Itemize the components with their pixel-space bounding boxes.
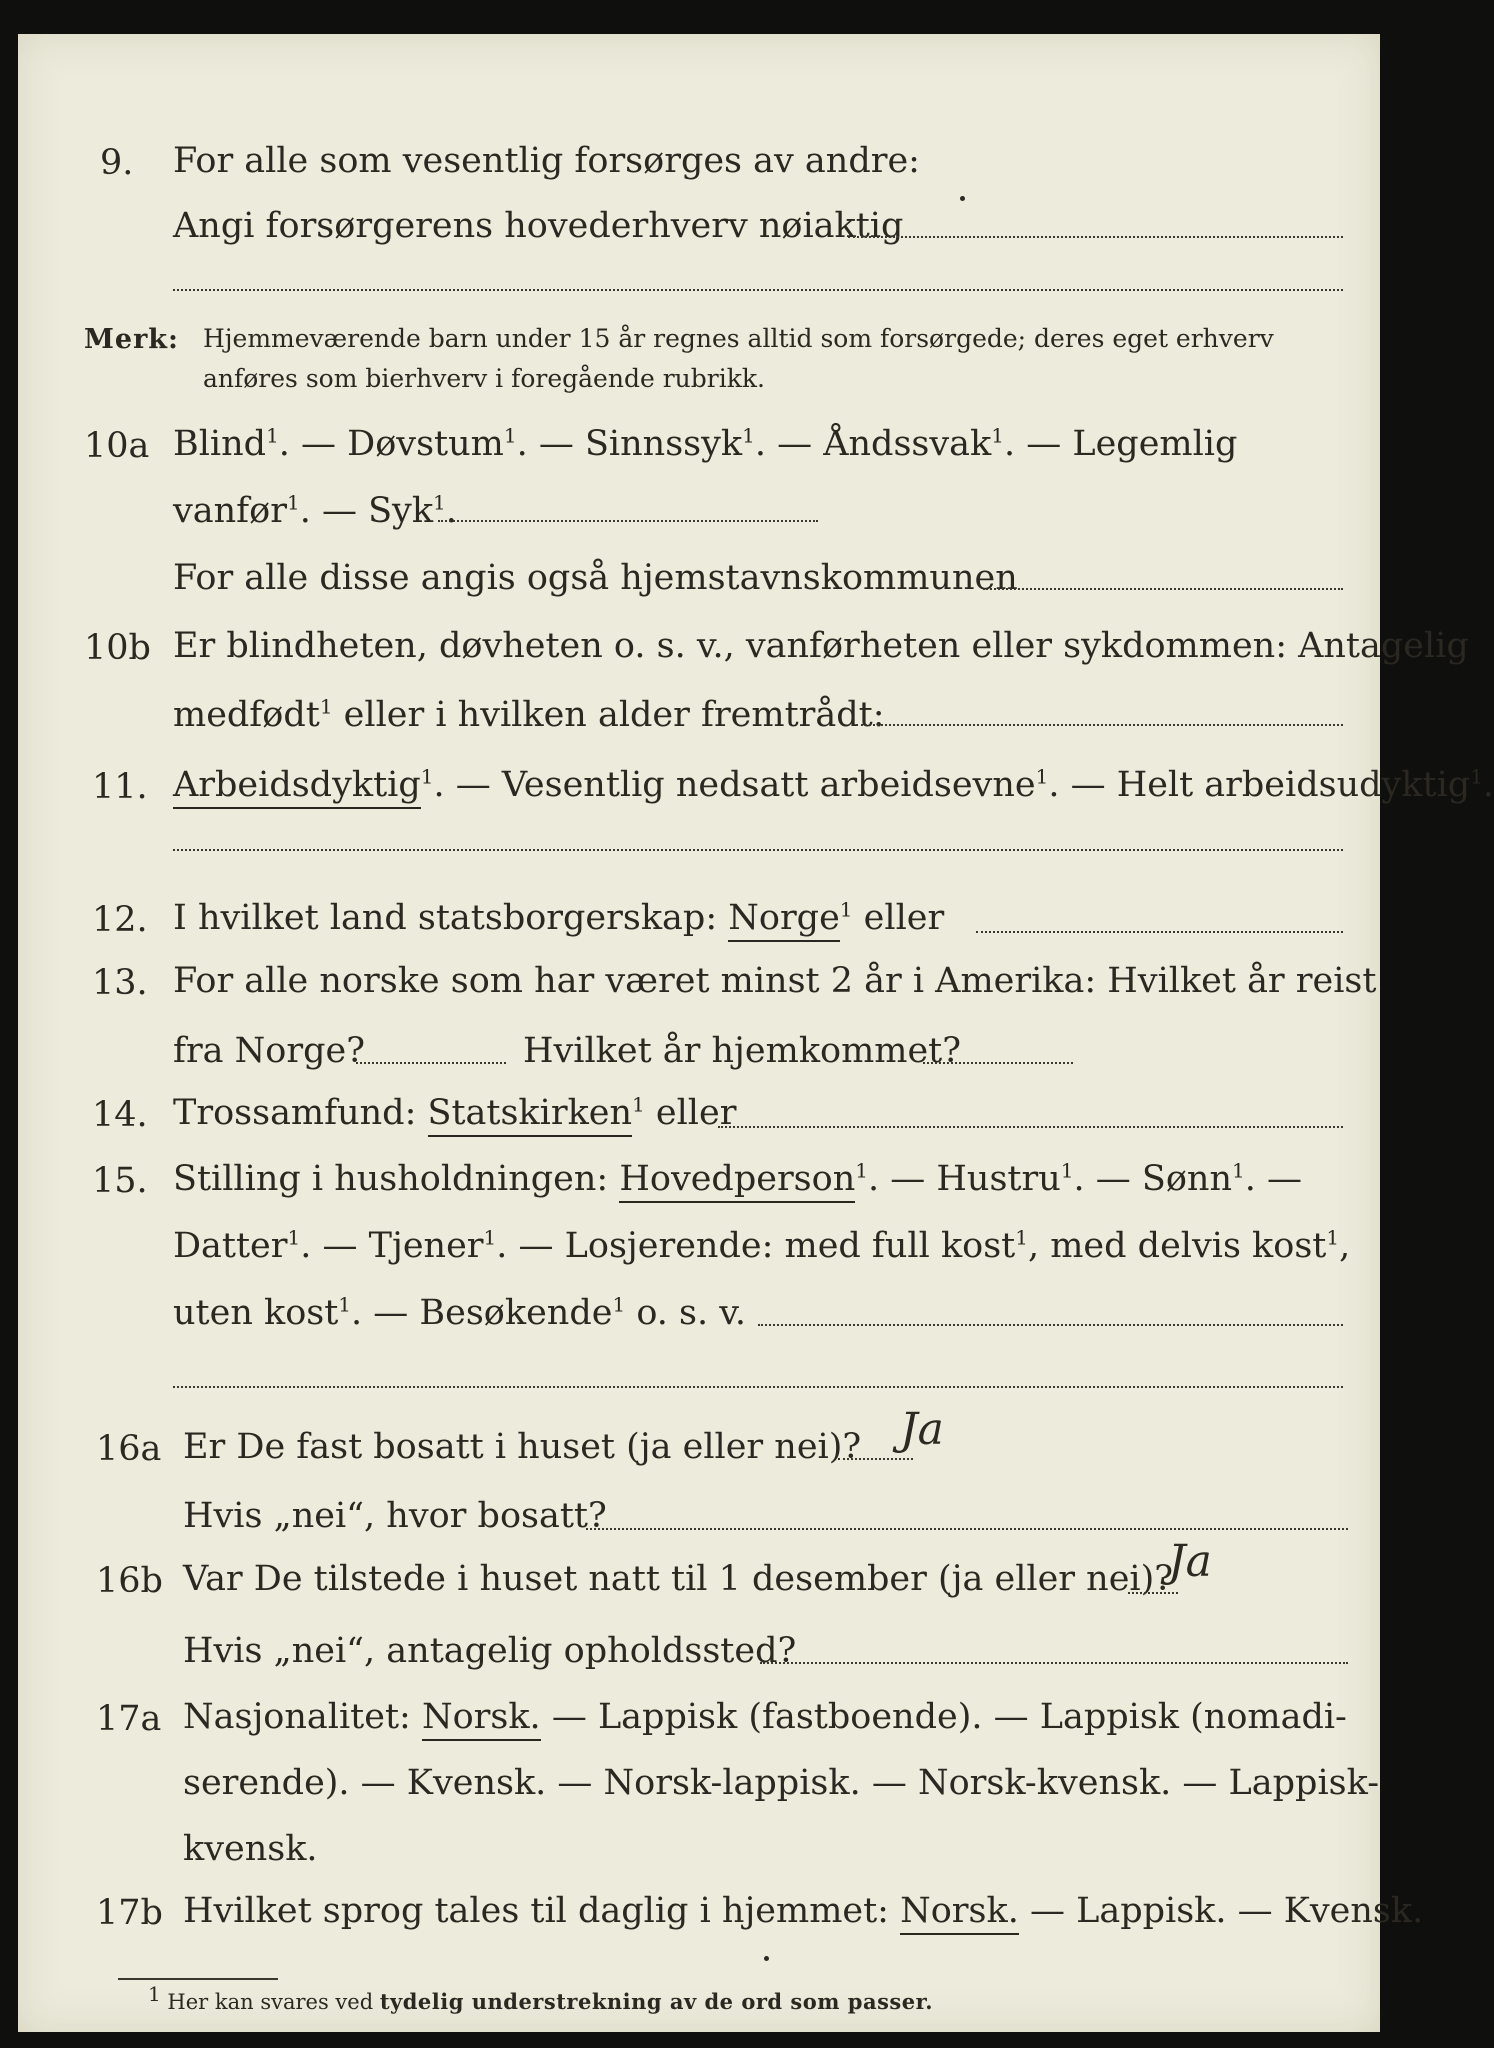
q14-answer-line[interactable] — [718, 1126, 1343, 1128]
q10b-line2: medfødt$^1$ eller i hvilken alder fremtrådt: — [173, 694, 885, 735]
q11-selected: Arbeidsdyktig — [173, 765, 421, 809]
q11-line: Arbeidsdyktig$^1$. — Vesentlig nedsatt arbeidsevne$^1$. — Helt arbeidsudyktig$^1$. — [173, 768, 1494, 803]
q9-answer-line-2[interactable] — [173, 289, 1343, 291]
q13-year-returned-line[interactable] — [923, 1062, 1073, 1064]
merk-line1: Hjemmeværende barn under 15 år regnes alltid som forsørgede; deres eget erhverv — [203, 324, 1274, 353]
q16b-handwritten-answer: Ja — [1168, 1536, 1212, 1587]
q9-number: 9. — [100, 143, 134, 183]
q14-number: 14. — [92, 1095, 148, 1135]
q15-number: 15. — [92, 1161, 148, 1201]
q15-line2: Datter$^1$. — Tjener$^1$. — Losjerende: med full kost$^1$, med delvis kost$^1$, — [173, 1225, 1351, 1266]
census-form-page — [18, 34, 1494, 2032]
q9-line1: For alle som vesentlig forsørges av andre: — [173, 141, 920, 181]
q15-answer-line-2[interactable] — [173, 1386, 1343, 1388]
q17a-selected: Norsk. — [422, 1697, 541, 1741]
q13-line1: For alle norske som har været minst 2 år i Amerika: Hvilket år reist — [173, 961, 1377, 1001]
q16a-line2: Hvis „nei“, hvor bosatt? — [183, 1496, 607, 1536]
q17b-line: Hvilket sprog tales til daglig i hjemmet: Norsk. — Lappisk. — Kvensk. — [183, 1894, 1423, 1929]
q16a-answer-line[interactable] — [838, 1458, 913, 1460]
q12-number: 12. — [92, 900, 148, 940]
q16b-line1: Var De tilstede i huset natt til 1 desember (ja eller nei)? — [183, 1559, 1174, 1599]
q10a-line3: For alle disse angis også hjemstavnskommunen — [173, 558, 1018, 598]
merk-line2: anføres som bierhverv i foregående rubrikk. — [203, 364, 765, 393]
footnote: 1 Her kan svares ved tydelig understrekning av de ord som passer. — [148, 1982, 934, 2014]
q15-line3: uten kost$^1$. — Besøkende$^1$ o. s. v. — [173, 1292, 746, 1333]
q17a-line3: kvensk. — [183, 1829, 318, 1869]
q16b-where-line[interactable] — [760, 1662, 1348, 1664]
q15-selected: Hovedperson — [619, 1159, 855, 1203]
q10a-number: 10a — [84, 426, 150, 466]
q13-line2a: fra Norge? — [173, 1031, 365, 1071]
ink-speck — [960, 196, 965, 201]
q17b-number: 17b — [96, 1893, 163, 1933]
q9-line2: Angi forsørgerens hovederhverv nøiaktig — [173, 206, 904, 246]
q16a-handwritten-answer: Ja — [900, 1404, 944, 1455]
q17a-line2: serende). — Kvensk. — Norsk-lappisk. — Norsk-kvensk. — Lappisk- — [183, 1763, 1380, 1803]
q15-answer-line[interactable] — [758, 1324, 1343, 1326]
q16b-answer-line[interactable] — [1128, 1592, 1178, 1594]
q16b-number: 16b — [96, 1561, 163, 1601]
q12-line: I hvilket land statsborgerskap: Norge$^1$ eller — [173, 901, 944, 936]
q16a-where-line[interactable] — [586, 1528, 1348, 1530]
q10a-answer-line[interactable] — [438, 520, 818, 522]
q10b-number: 10b — [84, 628, 151, 668]
q14-selected: Statskirken — [428, 1093, 633, 1137]
q10a-line2: vanfør$^1$. — Syk$^1$. — [173, 490, 457, 531]
q15-line1: Stilling i husholdningen: Hovedperson$^1$. — Hustru$^1$. — Sønn$^1$. — — [173, 1162, 1302, 1197]
merk-label: Merk: — [84, 324, 179, 355]
q14-line: Trossamfund: Statskirken$^1$ eller — [173, 1096, 736, 1131]
q13-number: 13. — [92, 963, 148, 1003]
q12-answer-line[interactable] — [976, 931, 1343, 933]
q16a-line1: Er De fast bosatt i huset (ja eller nei)? — [183, 1427, 862, 1467]
q17a-number: 17a — [96, 1699, 162, 1739]
q9-answer-line[interactable] — [848, 236, 1343, 238]
ink-speck-2 — [764, 1956, 769, 1961]
q13-year-left-line[interactable] — [356, 1062, 506, 1064]
q16b-line2: Hvis „nei“, antagelig opholdssted? — [183, 1631, 797, 1671]
q16a-number: 16a — [96, 1429, 162, 1469]
q17a-line1: Nasjonalitet: Norsk. — Lappisk (fastboende). — Lappisk (nomadi- — [183, 1700, 1347, 1735]
footnote-rule — [118, 1978, 278, 1980]
q10b-answer-line[interactable] — [856, 724, 1343, 726]
q10a-line1: Blind$^1$. — Døvstum$^1$. — Sinnssyk$^1$. — Åndssvak$^1$. — Legemlig — [173, 423, 1238, 464]
q17b-selected: Norsk. — [900, 1891, 1019, 1935]
q10b-line1: Er blindheten, døvheten o. s. v., vanførheten eller sykdommen: Antagelig — [173, 626, 1469, 666]
q13-line2b: Hvilket år hjemkommet? — [523, 1031, 962, 1071]
q12-selected: Norge — [728, 898, 840, 942]
q11-number: 11. — [92, 767, 148, 807]
q10a-hjemstavn-line[interactable] — [983, 588, 1343, 590]
q11-answer-line[interactable] — [173, 849, 1343, 851]
